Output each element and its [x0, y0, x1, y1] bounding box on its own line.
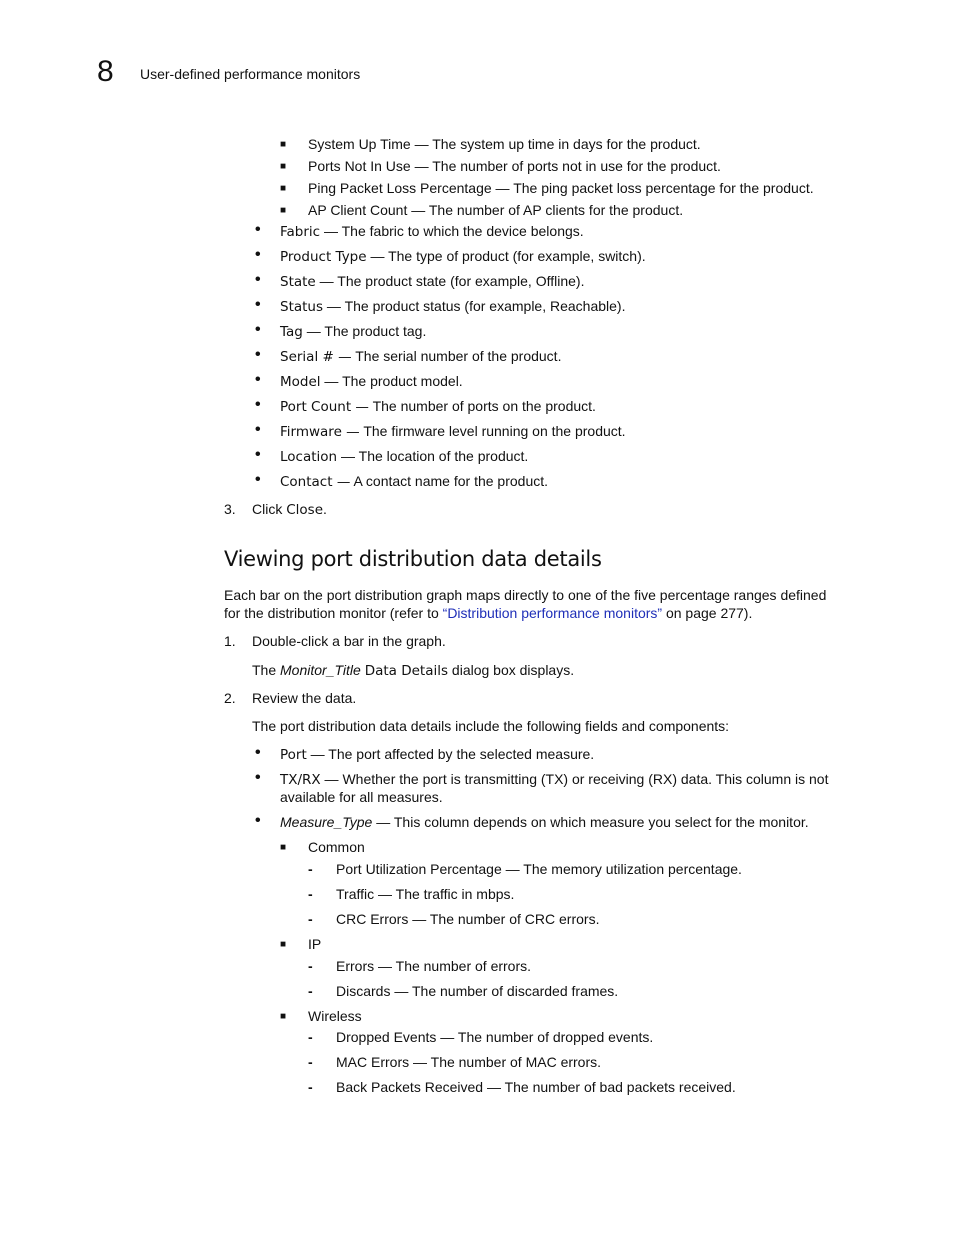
list-item: Port Utilization Percentage — The memory utilization percentage. [336, 861, 742, 877]
group-label: Wireless [308, 1008, 362, 1024]
field-term: Serial # — [280, 349, 352, 365]
list-item [280, 297, 625, 316]
dash-bullet-icon: - [308, 1029, 313, 1045]
list-item: System Up Time — The system up time in days for the product. [308, 136, 701, 152]
field-separator: — [306, 746, 329, 762]
cross-reference-link[interactable]: “Distribution performance monitors” [442, 605, 663, 621]
bullet-icon: • [255, 296, 261, 313]
intro-line-2 [224, 604, 752, 622]
field-separator: — [337, 448, 359, 464]
dash-bullet-icon: - [308, 1079, 313, 1095]
list-item: AP Client Count — The number of AP clients for the product. [308, 202, 684, 218]
field-separator: — [302, 323, 325, 339]
field-desc: The firmware level running on the product. [363, 423, 626, 439]
running-title: User-defined performance monitors [140, 66, 361, 82]
ui-term: Close [286, 502, 324, 518]
dash-bullet-icon: - [308, 1054, 313, 1070]
field-term: Contact — [280, 474, 351, 490]
list-item [280, 347, 561, 366]
field-separator: — [320, 771, 343, 787]
intro-line-1: Each bar on the port distribution graph maps directly to one of the five percentage ranges defined [224, 587, 827, 603]
square-bullet-icon: ■ [280, 139, 287, 150]
field-desc: The product status (for example, Reachable). [344, 298, 626, 314]
dash-bullet-icon: - [308, 983, 313, 999]
bullet-icon: • [255, 471, 261, 488]
field-term: Model [280, 374, 321, 390]
section-heading: Viewing port distribution data details [224, 547, 602, 571]
field-separator: — [320, 373, 343, 389]
step-result [252, 661, 574, 680]
intro-suffix: on page 277). [662, 605, 753, 621]
step-number: 3. [224, 501, 236, 517]
field-term: Fabric [280, 224, 321, 240]
list-item: Discards — The number of discarded frames. [336, 983, 619, 999]
field-term: TX/RX [280, 772, 321, 788]
field-term: Tag [280, 324, 303, 340]
square-bullet-icon: ■ [280, 939, 287, 950]
step-text [252, 500, 327, 519]
list-item: Traffic — The traffic in mbps. [336, 886, 515, 902]
bullet-icon: • [255, 812, 261, 829]
list-item: MAC Errors — The number of MAC errors. [336, 1054, 602, 1070]
field-desc: — This column depends on which measure you select for the monitor. [372, 814, 809, 830]
field-desc: The location of the product. [358, 448, 529, 464]
group-label: Common [308, 839, 365, 855]
square-bullet-icon: ■ [280, 183, 287, 194]
list-item [280, 247, 646, 266]
step-suffix: . [323, 501, 327, 517]
field-separator: — [323, 298, 345, 314]
dash-bullet-icon: - [308, 958, 313, 974]
field-separator: — [315, 273, 338, 289]
step-number: 2. [224, 690, 236, 706]
chapter-number: 8 [97, 55, 114, 88]
square-bullet-icon: ■ [280, 161, 287, 172]
field-desc: The serial number of the product. [355, 348, 562, 364]
result-suffix: dialog box displays. [448, 662, 575, 678]
list-item-continuation: available for all measures. [280, 789, 443, 805]
field-desc: The number of ports on the product. [372, 398, 596, 414]
list-item: Ping Packet Loss Percentage — The ping packet loss percentage for the product. [308, 180, 814, 196]
step-text: Double-click a bar in the graph. [252, 633, 446, 649]
list-item [280, 272, 584, 291]
field-separator: — [320, 223, 342, 239]
group-label: IP [308, 936, 322, 952]
field-desc: A contact name for the product. [353, 473, 549, 489]
list-item [280, 447, 528, 466]
bullet-icon: • [255, 221, 261, 238]
field-term: Port Count — [280, 399, 369, 415]
bullet-icon: • [255, 744, 261, 761]
bullet-icon: • [255, 421, 261, 438]
list-item [280, 397, 596, 416]
bullet-icon: • [255, 396, 261, 413]
bullet-icon: • [255, 246, 261, 263]
list-item [280, 422, 626, 441]
list-item [280, 745, 594, 764]
square-bullet-icon: ■ [280, 205, 287, 216]
field-separator: — [366, 248, 389, 264]
variable-text: Measure_Type [280, 814, 373, 830]
list-item [280, 372, 463, 391]
field-term: Product Type [280, 249, 367, 265]
list-item: Errors — The number of errors. [336, 958, 532, 974]
step-text: Review the data. [252, 690, 357, 706]
bullet-icon: • [255, 346, 261, 363]
intro-prefix: for the distribution monitor (refer to [224, 605, 443, 621]
field-term: Status [280, 299, 324, 315]
ui-term: Data Details [364, 663, 449, 679]
result-prefix: The [252, 662, 281, 678]
list-item [280, 322, 426, 341]
field-desc: The fabric to which the device belongs. [341, 223, 584, 239]
bullet-icon: • [255, 271, 261, 288]
bullet-icon: • [255, 321, 261, 338]
field-term: State [280, 274, 316, 290]
field-desc: The product model. [342, 373, 463, 389]
field-desc: The type of product (for example, switch). [388, 248, 646, 264]
list-item [280, 222, 584, 241]
list-item: CRC Errors — The number of CRC errors. [336, 911, 600, 927]
step-number: 1. [224, 633, 236, 649]
list-item [280, 472, 548, 491]
field-term: Port [280, 747, 307, 763]
field-desc: The product state (for example, Offline). [337, 273, 585, 289]
bullet-icon: • [255, 446, 261, 463]
square-bullet-icon: ■ [280, 842, 287, 853]
list-item [280, 770, 828, 789]
dash-bullet-icon: - [308, 911, 313, 927]
bullet-icon: • [255, 371, 261, 388]
field-desc: The port affected by the selected measure. [328, 746, 595, 762]
bullet-icon: • [255, 769, 261, 786]
list-item: Ports Not In Use — The number of ports not in use for the product. [308, 158, 721, 174]
square-bullet-icon: ■ [280, 1011, 287, 1022]
dash-bullet-icon: - [308, 886, 313, 902]
field-desc: The product tag. [324, 323, 427, 339]
field-desc: Whether the port is transmitting (TX) or receiving (RX) data. This column is not [342, 771, 829, 787]
variable-text: Monitor_Title [280, 662, 361, 678]
step-prefix: Click [252, 501, 287, 517]
field-term: Location [280, 449, 338, 465]
step-result: The port distribution data details include the following fields and components: [252, 718, 730, 734]
field-term: Firmware — [280, 424, 360, 440]
list-item [280, 813, 809, 831]
dash-bullet-icon: - [308, 861, 313, 877]
list-item: Dropped Events — The number of dropped events. [336, 1029, 654, 1045]
list-item: Back Packets Received — The number of bad packets received. [336, 1079, 736, 1095]
